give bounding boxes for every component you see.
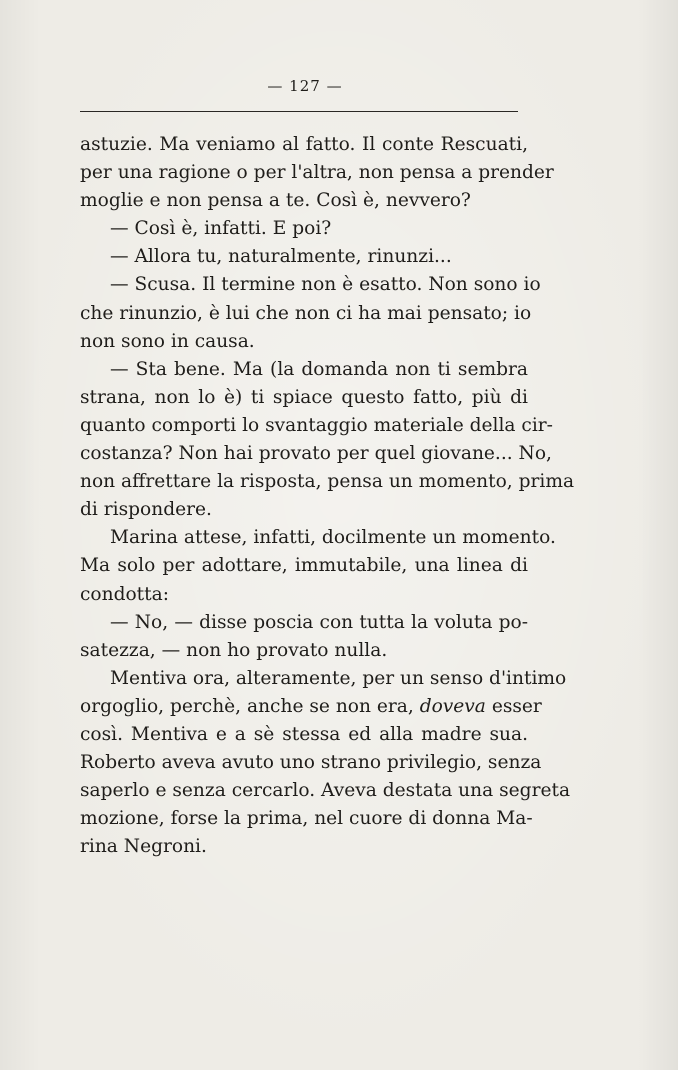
text-line: Ma solo per adottare, immutabile, una linea di <box>80 555 528 577</box>
text-line: non sono in causa. <box>80 330 255 352</box>
text-segment: esser <box>491 695 542 717</box>
text-line: così. Mentiva e a sè stessa ed alla madre sua. <box>80 723 528 745</box>
body-text <box>80 131 575 861</box>
text-line: Marina attese, infatti, docilmente un momento. <box>110 527 556 549</box>
italic-word: doveva <box>419 695 486 717</box>
text-line: saperlo e senza cercarlo. Aveva destata una segreta <box>80 780 571 802</box>
text-line: satezza, — non ho provato nulla. <box>80 639 388 661</box>
text-line: strana, non lo è) ti spiace questo fatto, più di <box>80 386 528 408</box>
text-line: mozione, forse la prima, nel cuore di donna Ma- <box>80 808 533 830</box>
text-line: quanto comporti lo svantaggio materiale della cir- <box>80 414 553 436</box>
text-line: Roberto aveva avuto uno strano privilegio, senza <box>80 752 542 774</box>
page-number: — 127 — <box>267 77 343 95</box>
text-line: che rinunzio, è lui che non ci ha mai pensato; io <box>80 302 532 324</box>
text-segment: orgoglio, perchè, anche se non era, <box>80 695 414 717</box>
text-line: astuzie. Ma veniamo al fatto. Il conte Rescuati, <box>80 134 528 155</box>
text-line <box>80 693 542 721</box>
text-line: condotta: <box>80 583 169 605</box>
text-line: — Sta bene. Ma (la domanda non ti sembra <box>110 358 528 380</box>
text-line: non affrettare la risposta, pensa un momento, prima <box>80 471 575 493</box>
text-line: rina Negroni. <box>80 836 207 858</box>
text-line: per una ragione o per l'altra, non pensa a prender <box>80 162 554 184</box>
text-line: Mentiva ora, alteramente, per un senso d'intimo <box>110 667 567 689</box>
text-line: — Allora tu, naturalmente, rinunzi... <box>110 246 452 268</box>
text-line: — No, — disse poscia con tutta la voluta po- <box>110 611 528 633</box>
text-line: di rispondere. <box>80 499 212 521</box>
text-line: — Scusa. Il termine non è esatto. Non sono io <box>110 274 541 296</box>
text-line: costanza? Non hai provato per quel giovane... No, <box>80 443 552 465</box>
header-rule <box>80 111 518 112</box>
text-line: moglie e non pensa a te. Così è, nevvero? <box>80 190 471 212</box>
text-line: — Così è, infatti. E poi? <box>110 218 332 240</box>
